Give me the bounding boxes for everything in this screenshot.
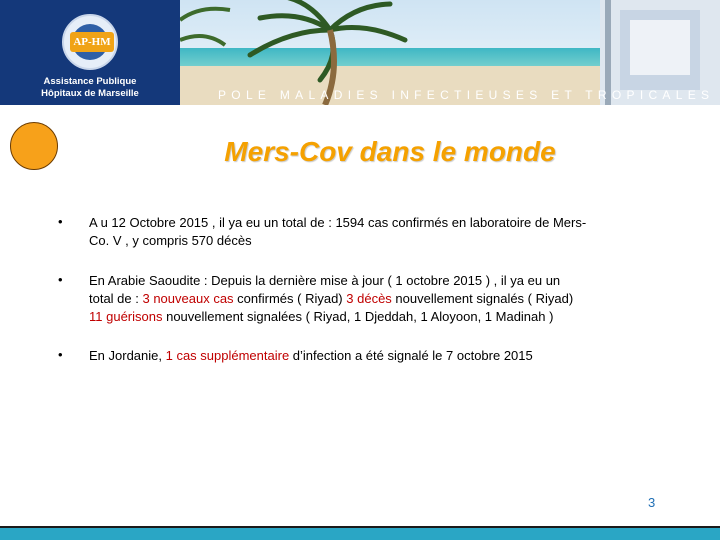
bullet-1-line-1: A u 12 Octobre 2015 , il ya eu un total de : 1594 cas confirmés en laboratoire de Mers-: [89, 215, 587, 230]
bullet-marker: •: [58, 347, 63, 362]
page-number: 3: [648, 495, 656, 510]
bullet-text-1: [89, 214, 689, 250]
logo-panel: [0, 0, 180, 105]
bullet-2-line-2: [89, 290, 689, 308]
header-banner: [0, 0, 720, 105]
org-name-line1: Assistance Publique: [43, 76, 137, 87]
text-span: total de :: [89, 291, 143, 306]
text-span: confirmés ( Riyad): [233, 291, 347, 306]
text-span: d’infection a été signalé le 7 octobre 2015: [289, 348, 533, 363]
slide-title: Mers-Cov dans le monde: [224, 136, 556, 167]
logo-text: AP-HM: [70, 32, 114, 52]
bullet-2-line-3: [89, 308, 689, 326]
highlight-additional-case: 1 cas supplémentaire: [165, 348, 290, 363]
highlight-new-cases: 3 nouveaux cas: [142, 291, 234, 306]
bullet-marker: •: [58, 272, 63, 287]
highlight-deaths: 3 décès: [346, 291, 392, 306]
text-span: En Jordanie,: [89, 348, 166, 363]
org-name-line2: Hôpitaux de Marseille: [41, 88, 139, 99]
bullet-2-line-1: En Arabie Saoudite : Depuis la dernière mise à jour ( 1 octobre 2015 ) , il ya eu un: [89, 273, 561, 288]
text-span: nouvellement signalées ( Riyad, 1 Djeddah, 1 Aloyoon, 1 Madinah ): [162, 309, 554, 324]
bullet-text-3: [89, 347, 689, 365]
bullet-marker: •: [58, 214, 63, 229]
bullet-text-2: [89, 272, 689, 326]
orange-circle-decoration: [10, 122, 58, 170]
aphm-logo-icon: [62, 14, 118, 70]
highlight-recoveries: 11 guérisons: [89, 309, 163, 324]
department-title: POLE MALADIES INFECTIEUSES ET TROPICALES: [218, 88, 715, 102]
footer-bar: [0, 526, 720, 540]
text-span: nouvellement signalés ( Riyad): [391, 291, 574, 306]
bullet-1-line-2: Co. V , y compris 570 décès: [89, 233, 252, 248]
